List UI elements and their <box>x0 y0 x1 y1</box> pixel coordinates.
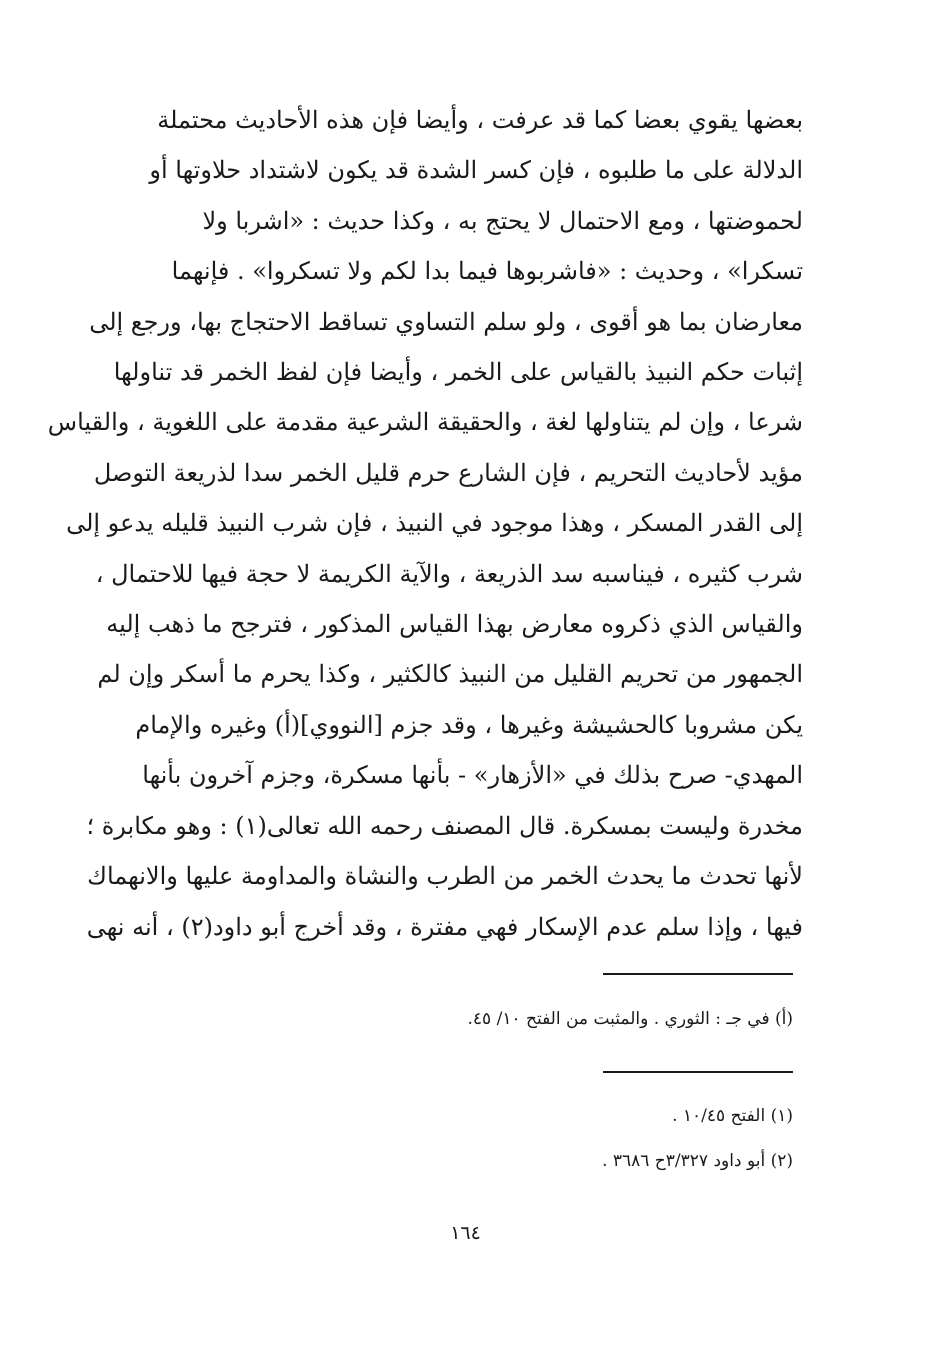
text-line: مؤيد لأحاديث التحريم ، فإن الشارع حرم قليل الخمر سدا لذريعة التوصل <box>93 458 803 487</box>
variant-note-divider <box>603 973 793 975</box>
footnotes-divider <box>603 1071 793 1073</box>
text-line: بعضها يقوي بعضا كما قد عرفت ، وأيضا فإن هذه الأحاديث محتملة <box>157 106 803 134</box>
text-line: الدلالة على ما طلبوه ، فإن كسر الشدة قد يكون لاشتداد حلاوتها أو <box>149 156 803 185</box>
text-line: شرعا ، وإن لم يتناولها لغة ، والحقيقة الشرعية مقدمة على اللغوية ، والقياس <box>47 408 803 437</box>
text-line: إثبات حكم النبيذ بالقياس على الخمر ، وأيضا فإن لفظ الخمر قد تناولها <box>113 358 803 387</box>
text-line: تسكرا» ، وحديث : «فاشربوها فيما بدا لكم ولا تسكروا» . فإنهما <box>171 257 803 286</box>
text-line: لأنها تحدث ما يحدث الخمر من الطرب والنشاة والمداومة عليها والانهماك <box>87 862 803 891</box>
main-text <box>47 95 803 952</box>
variant-note: (أ) في جـ : الثوري . والمثبت من الفتح ١٠/ ٤٥. <box>467 1009 793 1029</box>
text-line: لحموضتها ، ومع الاحتمال لا يحتج به ، وكذا حديث : «اشربا ولا <box>202 206 803 235</box>
text-line: والقياس الذي ذكروه معارض بهذا القياس المذكور ، فترجح ما ذهب إليه <box>106 610 803 639</box>
text-line: المهدي- صرح بذلك في «الأزهار» - بأنها مسكرة، وجزم آخرون بأنها <box>142 761 803 790</box>
text-line: معارضان بما هو أقوى ، ولو سلم التساوي تساقط الاحتجاج بها، ورجع إلى <box>89 307 803 336</box>
text-line: فيها ، وإذا سلم عدم الإسكار فهي مفترة ، وقد أخرج أبو داود(٢) ، أنه نهى <box>86 912 803 941</box>
footnote-2: (٢) أبو داود ٣/٣٢٧ح ٣٦٨٦ . <box>602 1151 793 1171</box>
footnote-1: (١) الفتح ١٠/٤٥ . <box>672 1106 793 1126</box>
text-line: يكن مشروبا كالحشيشة وغيرها ، وقد جزم [النووي](أ) وغيره والإمام <box>135 710 803 739</box>
page-number: ١٦٤ <box>450 1222 481 1244</box>
text-line: الجمهور من تحريم القليل من النبيذ كالكثير ، وكذا يحرم ما أسكر وإن لم <box>97 660 803 689</box>
text-line: شرب كثيره ، فيناسبه سد الذريعة ، والآية الكريمة لا حجة فيها للاحتمال ، <box>95 559 803 588</box>
text-line: إلى القدر المسكر ، وهذا موجود في النبيذ ، فإن شرب النبيذ قليله يدعو إلى <box>66 509 803 538</box>
text-line: مخدرة وليست بمسكرة. قال المصنف رحمه الله تعالى(١) : وهو مكابرة ؛ <box>86 811 803 840</box>
